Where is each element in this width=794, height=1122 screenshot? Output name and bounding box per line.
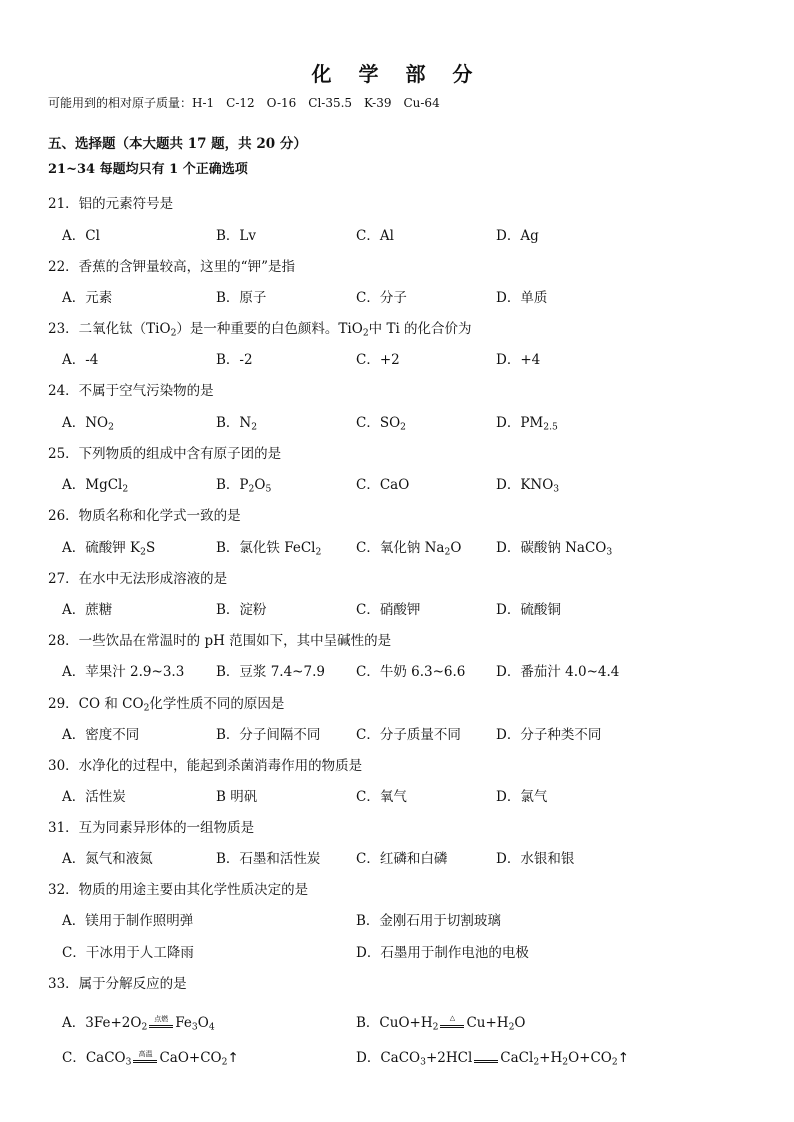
q23-option-c[interactable]: C．+2	[356, 352, 400, 368]
question-28-stem: 28．一些饮品在常温时的 pH 范围如下，其中呈碱性的是	[48, 633, 392, 649]
q29-option-c[interactable]: C．分子质量不同	[356, 727, 461, 743]
q33-option-a[interactable]: A．$3Fe+2O_2$ 点燃 $Fe_3O_4$	[62, 1014, 215, 1033]
q22-option-b[interactable]: B．原子	[216, 290, 267, 306]
q31-option-a[interactable]: A．氮气和液氮	[62, 851, 153, 867]
question-21-stem: 21．铝的元素符号是	[48, 196, 174, 212]
q29-option-d[interactable]: D．分子种类不同	[496, 727, 602, 743]
q22-option-c[interactable]: C．分子	[356, 290, 407, 306]
q30-option-c[interactable]: C．氧气	[356, 789, 407, 805]
q33-option-c[interactable]: C．CaCO$_3$ 高温 $CaO+CO_2↑$	[62, 1049, 239, 1068]
q24-option-d[interactable]: D．$PM_{2.5}$	[496, 415, 558, 433]
q21-option-a[interactable]: A．Cl	[62, 228, 100, 244]
q32-option-c[interactable]: C．干冰用于人工降雨	[62, 945, 194, 961]
q23-option-b[interactable]: B．-2	[216, 352, 253, 368]
q33-option-b[interactable]: B．$CuO+H_2$ △ $Cu+H_2O$	[356, 1013, 526, 1033]
question-30-stem: 30．水净化的过程中，能起到杀菌消毒作用的物质是	[48, 758, 363, 774]
q26-option-c[interactable]: C．氧化钠 $Na_2O$	[356, 540, 462, 558]
q30-option-a[interactable]: A．活性炭	[62, 789, 126, 805]
q31-option-d[interactable]: D．水银和银	[496, 851, 575, 867]
reaction-condition: 高温	[133, 1052, 157, 1066]
q24-option-b[interactable]: B．$N_2$	[216, 415, 258, 433]
q22-option-d[interactable]: D．单质	[496, 290, 548, 306]
section-title: 五、选择题（本大题共 17 题，共 20 分）	[48, 136, 307, 152]
q32-option-a[interactable]: A．镁用于制作照明弹	[62, 913, 194, 929]
question-33-stem: 33．属于分解反应的是	[48, 976, 187, 992]
q27-option-c[interactable]: C．硝酸钾	[356, 602, 421, 618]
q25-option-d[interactable]: D．$KNO_3$	[496, 477, 560, 495]
q21-option-c[interactable]: C．Al	[356, 228, 394, 244]
question-32-stem: 32．物质的用途主要由其化学性质决定的是	[48, 882, 309, 898]
q25-option-a[interactable]: A．MgCl$_2$	[62, 477, 129, 495]
q33-option-d[interactable]: D．CaCO$_3$+2HCl $CaCl_2+H_2O+CO_2↑$	[356, 1050, 630, 1068]
atomic-masses-note: 可能用到的相对原子质量：H-1 C-12 O-16 Cl-35.5 K-39 Cu-64	[48, 96, 440, 110]
q29-option-b[interactable]: B．分子间隔不同	[216, 727, 321, 743]
question-31-stem: 31．互为同素异形体的一组物质是	[48, 820, 255, 836]
question-27-stem: 27．在水中无法形成溶液的是	[48, 571, 228, 587]
q21-option-d[interactable]: D．Ag	[496, 228, 539, 244]
q25-option-c[interactable]: C．CaO	[356, 477, 410, 493]
q26-option-b[interactable]: B．氯化铁 FeCl$_2$	[216, 540, 322, 558]
q26-option-d[interactable]: D．碳酸钠 NaCO$_3$	[496, 540, 613, 558]
question-29-stem: 29．CO 和 $CO_2$化学性质不同的原因是	[48, 696, 285, 714]
q24-option-c[interactable]: C．$SO_2$	[356, 415, 406, 433]
q23-option-a[interactable]: A．-4	[62, 352, 99, 368]
q25-option-b[interactable]: B．$P_2O_5$	[216, 477, 272, 495]
q23-option-d[interactable]: D．+4	[496, 352, 541, 368]
q31-option-b[interactable]: B．石墨和活性炭	[216, 851, 321, 867]
page-title: 化 学 部 分	[311, 62, 483, 86]
reaction-equals	[474, 1052, 498, 1066]
question-26-stem: 26．物质名称和化学式一致的是	[48, 508, 241, 524]
question-24-stem: 24．不属于空气污染物的是	[48, 383, 214, 399]
question-25-stem: 25．下列物质的组成中含有原子团的是	[48, 446, 282, 462]
q28-option-a[interactable]: A．苹果汁 2.9~3.3	[62, 664, 185, 680]
q22-option-a[interactable]: A．元素	[62, 290, 113, 306]
q28-option-d[interactable]: D．番茄汁 4.0~4.4	[496, 664, 620, 680]
section-note: 21~34 每题均只有 1 个正确选项	[48, 162, 248, 177]
q27-option-d[interactable]: D．硫酸铜	[496, 602, 561, 618]
q28-option-c[interactable]: C．牛奶 6.3~6.6	[356, 664, 466, 680]
reaction-condition: △	[440, 1017, 464, 1031]
question-22-stem: 22．香蕉的含钾量较高，这里的“钾”是指	[48, 259, 295, 275]
question-23-stem: 23．二氧化钛（TiO$_2$）是一种重要的白色颜料。TiO$_2$中 Ti 的化合价为	[48, 321, 472, 339]
q27-option-a[interactable]: A．蔗糖	[62, 602, 113, 618]
q30-option-d[interactable]: D．氯气	[496, 789, 548, 805]
q30-option-b[interactable]: B 明矾	[216, 789, 258, 805]
q27-option-b[interactable]: B．淀粉	[216, 602, 267, 618]
q28-option-b[interactable]: B．豆浆 7.4~7.9	[216, 664, 325, 680]
q32-option-d[interactable]: D．石墨用于制作电池的电极	[356, 945, 529, 961]
q31-option-c[interactable]: C．红磷和白磷	[356, 851, 448, 867]
q24-option-a[interactable]: A．$NO_2$	[62, 415, 114, 433]
q21-option-b[interactable]: B．Lv	[216, 228, 257, 244]
q26-option-a[interactable]: A．硫酸钾 $K_2S$	[62, 540, 156, 558]
reaction-condition: 点燃	[149, 1017, 173, 1031]
q29-option-a[interactable]: A．密度不同	[62, 727, 140, 743]
q32-option-b[interactable]: B．金刚石用于切割玻璃	[356, 913, 501, 929]
